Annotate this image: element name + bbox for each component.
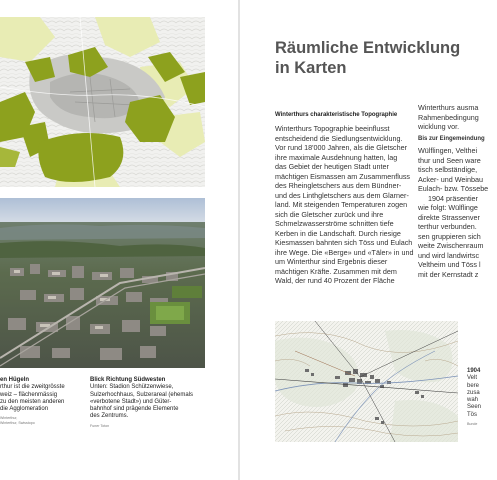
credit-line: Winterthur,	[0, 416, 18, 421]
col2-line: 1904 präsentier	[418, 193, 478, 203]
body-line: um Winterthur sind Ergebnis dieser	[275, 257, 388, 266]
caption-hills-line: weiz – flächenmässig	[0, 391, 58, 398]
map-1904-caption	[467, 368, 497, 428]
col2-line: weite Zwischenraum	[418, 241, 484, 250]
body-line: entscheidend die Siedlungsentwicklung.	[275, 133, 403, 143]
caption-hills-line: rthur ist die zweitgrösste	[0, 384, 65, 391]
col2-line: thur und Seen ware	[418, 155, 481, 165]
caption-southwest-line: Unten: Stadion Schützenwiese,	[90, 384, 174, 391]
col2-line: wie folgt: Wülflinge	[418, 203, 478, 212]
topographic-map-image	[0, 17, 205, 187]
caption-southwest	[90, 377, 195, 429]
caption-hills-credit	[0, 416, 70, 426]
body-line: Kiesmassen bahnten sich Töss und Eulach	[275, 238, 413, 247]
body-line: land. Mit steigenden Temperaturen zogen	[275, 200, 408, 209]
right-page	[240, 0, 489, 480]
caption-southwest-credit: Funer Toton	[90, 423, 110, 428]
body-column-2	[418, 103, 488, 279]
caption-southwest-title: Blick Richtung Südwesten	[90, 377, 166, 383]
map-caption-title: 1904	[467, 368, 481, 374]
caption-southwest-line: «verbotene Stadt») und Güter-	[90, 398, 172, 405]
left-page	[0, 0, 238, 480]
body-line: ihre maximale Ausdehnung hatten, lag	[275, 152, 398, 162]
col2-line: wicklung vor.	[418, 122, 460, 131]
col2-line: Veltheim und Töss l	[418, 260, 481, 269]
body-line: des Rheingletschers aus dem Bündner-	[275, 181, 402, 190]
map-caption-line: Tös	[467, 411, 478, 418]
page-title-line: in Karten	[275, 59, 347, 77]
col2-line: Acker- und Weinbau	[418, 174, 483, 184]
body-line: Vor rund 18'000 Jahren, als die Gletscher	[275, 143, 408, 152]
col2-line: sen gruppieren sich	[418, 231, 481, 241]
page-title-line: Räumliche Entwicklung	[275, 39, 461, 57]
map-caption-credit: Bunde	[467, 422, 478, 427]
map-caption-line: Velt	[467, 375, 478, 382]
aerial-photo-svg	[0, 198, 205, 368]
body-line: Wald, der rund 40 Prozent der Fläche	[275, 276, 395, 285]
col2-line: Eulach- bzw. Tössebe	[418, 184, 489, 193]
section-subhead: Winterthurs charakteristische Topographie	[275, 112, 398, 118]
body-line: und des Linthgletschers aus dem Glarner-	[275, 190, 409, 200]
col2-line: Wülflingen, Velthei	[418, 146, 478, 155]
caption-hills	[0, 377, 70, 426]
body-line: mächtigen Kräfte. Zusammen mit dem	[275, 266, 397, 276]
col2-line: terthur verbunden.	[418, 222, 477, 231]
body-line: mächtigen Eismassen am Zusammenfluss	[275, 171, 411, 181]
body-line: Kerben in die Landschaft. Durch riesige	[275, 228, 401, 238]
caption-hills-title: en Hügeln	[0, 377, 30, 383]
topographic-map-svg	[0, 17, 205, 187]
caption-hills-line: zu den meisten anderen	[0, 398, 65, 405]
body-line: Schmelzwasserströme schnitten tiefe	[275, 219, 394, 228]
col2-line: tisch selbständige,	[418, 165, 478, 174]
credit-line: Winterthur, Swisstopo	[0, 421, 35, 426]
col2-line: direkte Strassenver	[418, 212, 480, 222]
map-caption-line: wah	[467, 397, 479, 404]
body-column-1	[275, 124, 417, 286]
caption-hills-line: die Agglomeration	[0, 406, 49, 413]
map-caption-line: zusa	[467, 389, 480, 396]
body-line: Winterthurs Topographie beeinflusst	[275, 124, 390, 133]
caption-southwest-line: bahnhof sind prägende Elemente	[90, 406, 179, 413]
body-line: das Gebiet der heutigen Stadt unter	[275, 162, 389, 171]
caption-southwest-line: Sulzerhochhaus, Sulzerareal (ehemals	[90, 391, 194, 398]
aerial-photo-image	[0, 198, 205, 368]
caption-southwest-line: des Zentrums.	[90, 413, 129, 420]
map-caption-line: bere	[467, 382, 480, 389]
historic-map-svg	[275, 321, 458, 442]
historic-map-1904-image	[275, 321, 458, 442]
col2-line: Winterthurs ausma	[418, 103, 479, 112]
body-line: sich die Gletscher zurück und ihre	[275, 209, 384, 219]
col2-line: mit der Kernstadt z	[418, 269, 479, 279]
col2-subhead: Bis zur Eingemeindung	[418, 135, 485, 142]
page-title	[275, 38, 475, 78]
map-caption-line: Seen	[467, 404, 482, 411]
col2-line: und wird landwirtsc	[418, 250, 480, 260]
body-line: ihre Wege. Die «Berge» und «Täler» in und	[275, 247, 414, 257]
col2-line: Rahmenbedingung	[418, 112, 479, 122]
